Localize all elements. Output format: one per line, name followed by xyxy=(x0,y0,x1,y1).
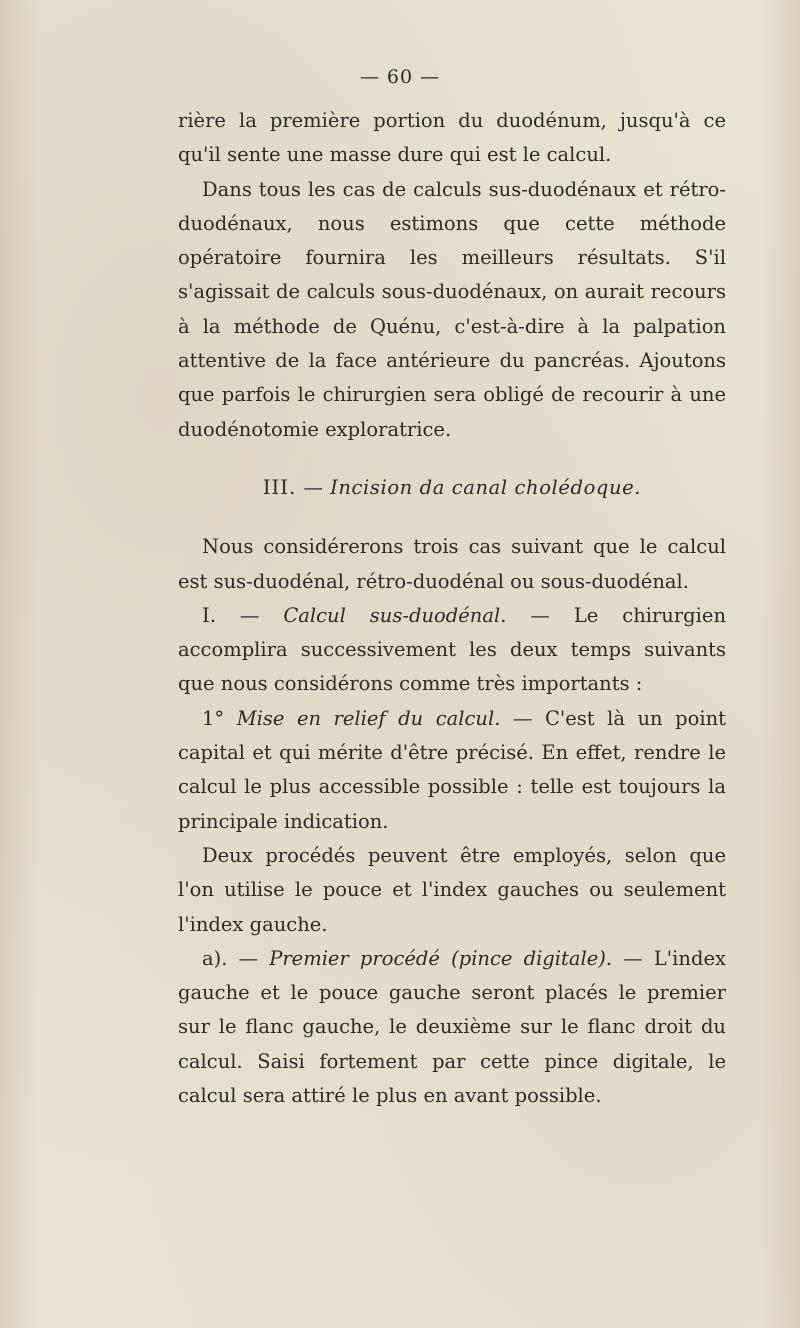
body-text xyxy=(178,104,726,1113)
procedure-title: Premier procédé (pince digitale). xyxy=(269,946,613,970)
paragraph-two-procedures: Deux procédés peuvent être employés, selon que l'on utilise le pouce et l'index gauches ou seulement l'index gauche. xyxy=(178,843,726,936)
paragraph-continuation: rière la première portion du duodénum, jusqu'à ce qu'il sente une masse dure qui est le calcul. xyxy=(178,109,726,167)
subsection-title: Calcul sus-duodénal. xyxy=(283,603,507,627)
paragraph-surgical-method: Dans tous les cas de calculs sus-duodénaux et rétro-duodénaux, nous estimons que cette méthode opératoire fournira les meilleurs résultats. S'il s'agissait de calculs sous-duodénaux, on aurait recours à la méthode de Quénu, c'est-à-dire à la palpation attentive de la face antérieure du pancréas. Ajoutons que parfois le chirurgien sera obligé de recourir à une duodénotomie exploratrice. xyxy=(178,177,726,441)
paragraph-three-cases: Nous considérerons trois cas suivant que le calcul est sus-duodénal, rétro-duodénal ou sous-duodénal. xyxy=(178,535,726,593)
step-title: Mise en relief du calcul. xyxy=(236,706,501,730)
paragraph-mise-en-relief xyxy=(178,702,726,839)
subsection-number: I. — xyxy=(202,603,260,627)
section-title: Incision da canal cholédoque. xyxy=(330,475,642,499)
section-number: III. — xyxy=(262,475,324,499)
section-heading xyxy=(178,447,726,530)
step-number: 1° xyxy=(202,706,225,730)
page-number: — 60 — xyxy=(359,66,441,88)
paragraph-first-procedure xyxy=(178,942,726,1113)
subsection-text: — Le chirurgien accomplira successivement les deux temps suivants que nous considérons comme très importants : xyxy=(178,603,727,696)
procedure-text: — L'index gauche et le pouce gauche seront placés le premier sur le flanc gauche, le deuxième sur le flanc droit du calcul. Saisi fortement par cette pince digitale, le calcul sera attiré le plus en avant possible. xyxy=(178,946,726,1108)
step-text: — C'est là un point capital et qui mérite d'être précisé. En effet, rendre le calcul le plus accessible possible : telle est toujours la principale indication. xyxy=(178,706,726,833)
procedure-number: a). — xyxy=(202,946,259,970)
paragraph-supraduodenal xyxy=(178,599,726,702)
